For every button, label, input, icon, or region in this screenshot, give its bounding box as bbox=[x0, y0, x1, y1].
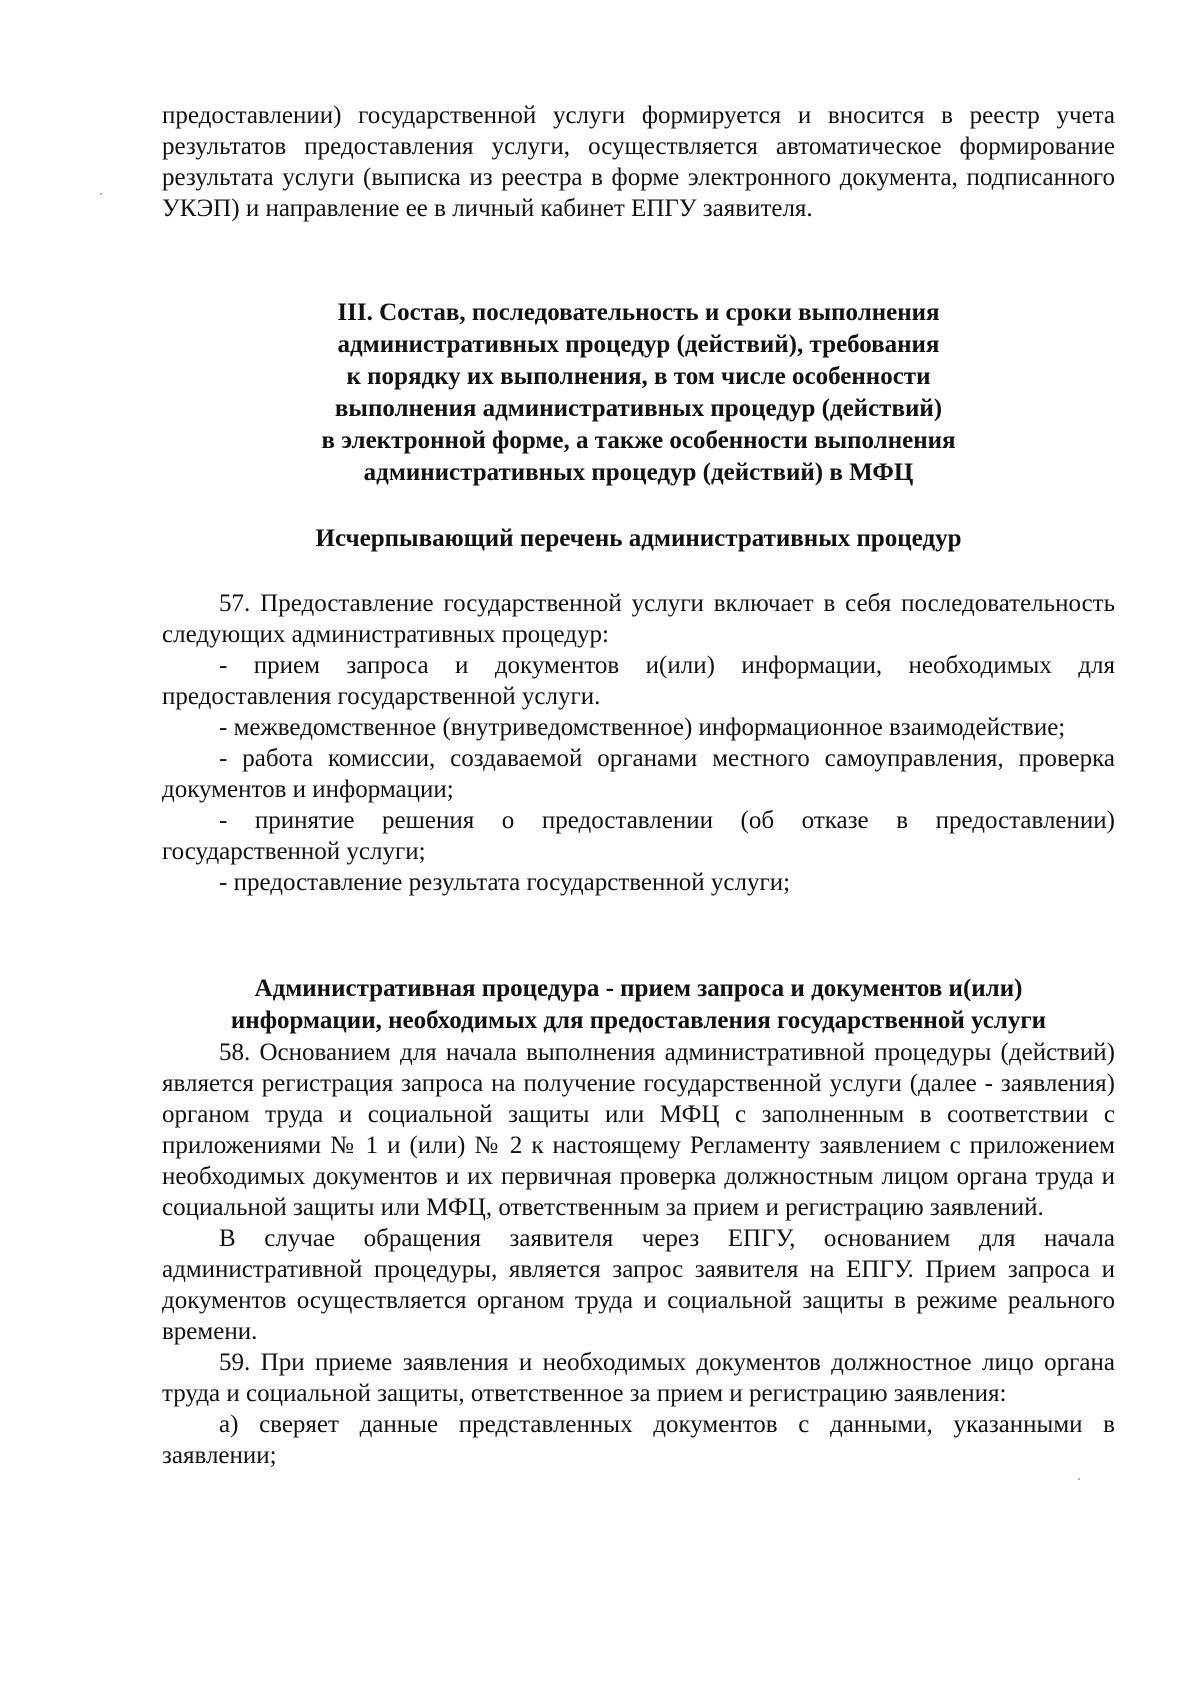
section-heading-line: административных процедур (действий) в МФЦ bbox=[363, 459, 914, 486]
list-item: - принятие решения о предоставлении (об отказе в предоставлении) государственной услуги; bbox=[162, 807, 1115, 865]
subheading-procedure-reception bbox=[150, 973, 1127, 1037]
scan-speck bbox=[1078, 1478, 1080, 1480]
section-heading-line: административных процедур (действий), требования bbox=[337, 331, 940, 358]
section-heading bbox=[162, 297, 1115, 489]
subheading-text: Исчерпывающий перечень административных процедур bbox=[315, 525, 962, 552]
section-heading-line: в электронной форме, а также особенности выполнения bbox=[321, 427, 956, 454]
paragraph-epgu: В случае обращения заявителя через ЕПГУ, основанием для начала административной процедуры, является запрос заявителя на ЕПГУ. Прием запроса и документов осуществляется органом труда и социальной защиты в режиме реального времени. bbox=[162, 1225, 1115, 1345]
section-heading-line: выполнения административных процедур (действий) bbox=[334, 395, 943, 422]
scan-speck bbox=[100, 193, 102, 195]
paragraph-59: 59. При приеме заявления и необходимых документов должностное лицо органа труда и социальной защиты, ответственное за прием и регистрацию заявления: bbox=[162, 1349, 1115, 1407]
list-item: - предоставление результата государственной услуги; bbox=[219, 869, 791, 896]
intro-paragraph-block bbox=[162, 100, 1115, 224]
paragraph-57: 57. Предоставление государственной услуги включает в себя последовательность следующих административных процедур: bbox=[162, 590, 1115, 648]
intro-paragraph: предоставлении) государственной услуги формируется и вносится в реестр учета результатов предоставления услуги, осуществляется автоматическое формирование результата услуги (выписка из реестра в форме электронного документа, подписанного УКЭП) и направление ее в личный кабинет ЕПГУ заявителя. bbox=[162, 102, 1115, 222]
section-heading-line: III. Состав, последовательность и сроки выполнения bbox=[337, 299, 940, 326]
procedures-list-block bbox=[162, 588, 1115, 898]
list-item: - прием запроса и документов и(или) информации, необходимых для предоставления государственной услуги. bbox=[162, 652, 1115, 710]
procedure-section-block bbox=[162, 1037, 1115, 1471]
section-heading-line: к порядку их выполнения, в том числе особенности bbox=[346, 363, 931, 390]
paragraph-58: 58. Основанием для начала выполнения административной процедуры (действий) является регистрация запроса на получение государственной услуги (далее - заявления) органом труда и социальной защиты или МФЦ с заполненным в соответствии с приложениями № 1 и (или) № 2 к настоящему Регламенту заявлением с приложением необходимых документов и их первичная проверка должностным лицом органа труда и социальной защиты или МФЦ, ответственным за прием и регистрацию заявлений. bbox=[162, 1039, 1115, 1221]
list-item: а) сверяет данные представленных документов с данными, указанными в заявлении; bbox=[162, 1411, 1115, 1469]
subheading-line: информации, необходимых для предоставления государственной услуги bbox=[230, 1007, 1047, 1034]
list-item: - работа комиссии, создаваемой органами местного самоуправления, проверка документов и информации; bbox=[162, 745, 1115, 803]
subheading-procedures-list bbox=[162, 523, 1115, 555]
subheading-line: Административная процедура - прием запроса и документов и(или) bbox=[254, 975, 1023, 1002]
list-item: - межведомственное (внутриведомственное) информационное взаимодействие; bbox=[219, 714, 1066, 741]
